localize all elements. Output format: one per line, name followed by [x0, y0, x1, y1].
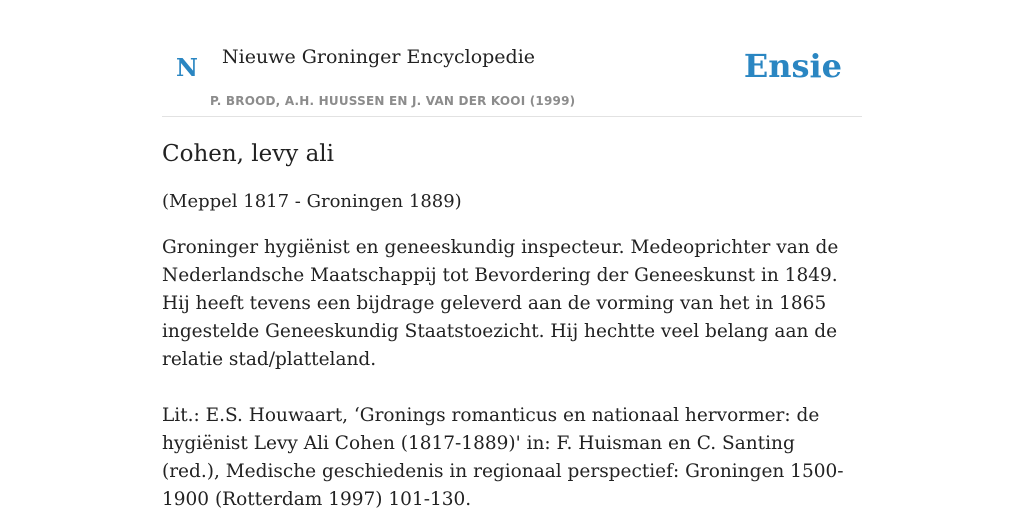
entry-content [162, 138, 862, 512]
entry-body: Groninger hygiënist en geneeskundig inspecteur. Medeoprichter van de Nederlandsche Maatschappij tot Bevordering der Geneeskunst in 1849. Hij heeft tevens een bijdrage geleverd aan de vorming van het in 1865 ingestelde Geneeskundig Staatstoezicht. Hij hechtte veel belang aan de relatie stad/platteland. [162, 237, 839, 370]
entry-title: Cohen, levy ali [162, 141, 334, 167]
source-title-link[interactable]: Nieuwe Groninger Encyclopedie [222, 46, 536, 68]
source-authors: P. BROOD, A.H. HUUSSEN EN J. VAN DER KOOI (1999) [210, 94, 576, 108]
ensie-logo[interactable]: Ensie [743, 47, 842, 85]
entry-lifespan: (Meppel 1817 - Groningen 1889) [162, 191, 462, 212]
source-logo-icon[interactable]: N [176, 53, 198, 82]
entry-literature: Lit.: E.S. Houwaart, ‘Gronings romanticus en nationaal hervormer: de hygiënist Levy Ali Cohen (1817-1889)' in: F. Huisman en C. Santing (red.), Medische geschiedenis in regionaal perspectief: Groningen 1500-1900 (Rotterdam 1997) 101-130. [162, 405, 844, 510]
source-header [162, 0, 862, 117]
